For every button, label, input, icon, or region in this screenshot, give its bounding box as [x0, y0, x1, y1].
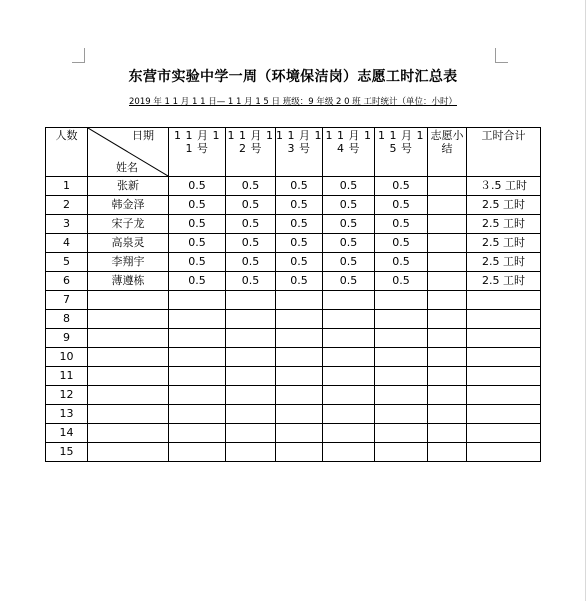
row-summary — [428, 367, 467, 386]
row-hours-day-3: 0.5 — [276, 234, 323, 253]
row-index: 4 — [46, 234, 88, 253]
table-row — [46, 272, 541, 291]
row-hours-day-1: 0.5 — [169, 215, 226, 234]
table-row — [46, 329, 541, 348]
volunteer-hours-table — [45, 127, 541, 462]
row-hours-day-4 — [323, 386, 375, 405]
row-index: 3 — [46, 215, 88, 234]
row-hours-day-3: 0.5 — [276, 215, 323, 234]
row-hours-day-3 — [276, 329, 323, 348]
table-body — [46, 177, 541, 462]
table-row — [46, 405, 541, 424]
row-hours-day-2: 0.5 — [226, 253, 276, 272]
row-total — [467, 443, 541, 462]
row-index: 10 — [46, 348, 88, 367]
row-index: 15 — [46, 443, 88, 462]
header-date-1: 1 1 月 1 1 号 — [169, 128, 226, 177]
header-diagonal-cell — [88, 128, 169, 177]
table-row — [46, 367, 541, 386]
row-index: 5 — [46, 253, 88, 272]
row-name — [88, 291, 169, 310]
row-hours-day-5 — [375, 367, 428, 386]
header-name-label: 姓名 — [116, 161, 138, 175]
row-hours-day-5: 0.5 — [375, 177, 428, 196]
row-hours-day-2 — [226, 386, 276, 405]
row-hours-day-2 — [226, 424, 276, 443]
row-summary — [428, 348, 467, 367]
row-total — [467, 386, 541, 405]
table-row — [46, 253, 541, 272]
row-total — [467, 329, 541, 348]
row-total — [467, 405, 541, 424]
document-title: 东营市实验中学一周（环境保洁岗）志愿工时汇总表 — [128, 69, 458, 85]
row-index: 6 — [46, 272, 88, 291]
table-row — [46, 443, 541, 462]
header-total: 工时合计 — [467, 128, 541, 177]
header-date-3: 1 1 月 1 3 号 — [276, 128, 323, 177]
table-row — [46, 291, 541, 310]
row-hours-day-3 — [276, 310, 323, 329]
row-hours-day-1 — [169, 443, 226, 462]
row-hours-day-1 — [169, 329, 226, 348]
row-hours-day-4 — [323, 424, 375, 443]
row-hours-day-1: 0.5 — [169, 196, 226, 215]
row-hours-day-5: 0.5 — [375, 253, 428, 272]
row-hours-day-2 — [226, 348, 276, 367]
row-total: 2.5 工时 — [467, 272, 541, 291]
row-hours-day-1: 0.5 — [169, 177, 226, 196]
header-index: 人数 — [46, 128, 88, 177]
row-hours-day-2 — [226, 367, 276, 386]
row-hours-day-4 — [323, 443, 375, 462]
row-hours-day-5 — [375, 310, 428, 329]
row-summary — [428, 386, 467, 405]
row-total — [467, 310, 541, 329]
row-summary — [428, 291, 467, 310]
row-index: 12 — [46, 386, 88, 405]
row-name: 李翔宇 — [88, 253, 169, 272]
table-row — [46, 424, 541, 443]
row-total — [467, 291, 541, 310]
row-name: 张新 — [88, 177, 169, 196]
row-summary — [428, 310, 467, 329]
header-date-4: 1 1 月 1 4 号 — [323, 128, 375, 177]
row-name: 韩金泽 — [88, 196, 169, 215]
row-summary — [428, 215, 467, 234]
row-summary — [428, 234, 467, 253]
row-hours-day-3 — [276, 291, 323, 310]
row-index: 7 — [46, 291, 88, 310]
row-hours-day-2: 0.5 — [226, 215, 276, 234]
row-summary — [428, 272, 467, 291]
row-hours-day-5: 0.5 — [375, 196, 428, 215]
row-hours-day-5 — [375, 405, 428, 424]
table-row — [46, 234, 541, 253]
row-index: 11 — [46, 367, 88, 386]
row-hours-day-4: 0.5 — [323, 177, 375, 196]
row-total — [467, 348, 541, 367]
row-summary — [428, 329, 467, 348]
row-hours-day-4: 0.5 — [323, 234, 375, 253]
row-name — [88, 329, 169, 348]
row-hours-day-5: 0.5 — [375, 272, 428, 291]
row-hours-day-2: 0.5 — [226, 234, 276, 253]
row-hours-day-3: 0.5 — [276, 272, 323, 291]
row-hours-day-1: 0.5 — [169, 234, 226, 253]
row-total: 2.5 工时 — [467, 196, 541, 215]
row-summary — [428, 177, 467, 196]
row-hours-day-4 — [323, 348, 375, 367]
row-hours-day-3: 0.5 — [276, 253, 323, 272]
row-hours-day-4 — [323, 405, 375, 424]
table-row — [46, 348, 541, 367]
table-row — [46, 177, 541, 196]
row-total: 2.5 工时 — [467, 253, 541, 272]
row-name — [88, 424, 169, 443]
row-total — [467, 367, 541, 386]
row-hours-day-2: 0.5 — [226, 272, 276, 291]
row-hours-day-3 — [276, 367, 323, 386]
row-hours-day-1: 0.5 — [169, 253, 226, 272]
row-name: 薄遵栋 — [88, 272, 169, 291]
row-hours-day-4: 0.5 — [323, 272, 375, 291]
row-total — [467, 424, 541, 443]
row-hours-day-2: 0.5 — [226, 196, 276, 215]
row-hours-day-5 — [375, 443, 428, 462]
row-hours-day-1 — [169, 367, 226, 386]
row-hours-day-5 — [375, 329, 428, 348]
row-hours-day-3 — [276, 348, 323, 367]
row-hours-day-4: 0.5 — [323, 215, 375, 234]
crop-mark-top-left — [72, 48, 85, 63]
row-name — [88, 443, 169, 462]
row-hours-day-5 — [375, 348, 428, 367]
row-hours-day-1 — [169, 310, 226, 329]
row-hours-day-4: 0.5 — [323, 196, 375, 215]
row-hours-day-4: 0.5 — [323, 253, 375, 272]
row-index: 2 — [46, 196, 88, 215]
row-hours-day-1 — [169, 291, 226, 310]
table-row — [46, 386, 541, 405]
row-name — [88, 310, 169, 329]
row-hours-day-3 — [276, 386, 323, 405]
row-index: 9 — [46, 329, 88, 348]
row-hours-day-4 — [323, 367, 375, 386]
row-hours-day-2 — [226, 405, 276, 424]
header-date-5: 1 1 月 1 5 号 — [375, 128, 428, 177]
row-index: 1 — [46, 177, 88, 196]
row-name: 宋子龙 — [88, 215, 169, 234]
row-hours-day-3: 0.5 — [276, 177, 323, 196]
subtitle-text: 2019 年 1 1 月 1 1 日— 1 1 月 1 5 日 班级：9 年级 2 0 班 工时统计（单位：小时） — [129, 97, 457, 107]
header-date-2: 1 1 月 1 2 号 — [226, 128, 276, 177]
row-hours-day-1 — [169, 386, 226, 405]
row-index: 8 — [46, 310, 88, 329]
row-hours-day-3 — [276, 405, 323, 424]
row-hours-day-4 — [323, 310, 375, 329]
row-hours-day-1 — [169, 424, 226, 443]
header-date-label: 日期 — [132, 129, 154, 142]
row-summary — [428, 253, 467, 272]
crop-mark-top-right — [495, 48, 508, 63]
row-hours-day-4 — [323, 291, 375, 310]
row-hours-day-2 — [226, 329, 276, 348]
row-name — [88, 348, 169, 367]
row-hours-day-1 — [169, 348, 226, 367]
row-summary — [428, 196, 467, 215]
row-hours-day-1: 0.5 — [169, 272, 226, 291]
row-summary — [428, 424, 467, 443]
row-name: 高泉灵 — [88, 234, 169, 253]
header-row — [46, 128, 541, 177]
row-hours-day-2 — [226, 291, 276, 310]
row-name — [88, 386, 169, 405]
row-hours-day-2 — [226, 310, 276, 329]
header-summary: 志愿小结 — [428, 128, 467, 177]
row-hours-day-5: 0.5 — [375, 215, 428, 234]
row-total: 2.5 工时 — [467, 234, 541, 253]
row-hours-day-5: 0.5 — [375, 234, 428, 253]
row-hours-day-3: 0.5 — [276, 196, 323, 215]
table-row — [46, 196, 541, 215]
row-hours-day-3 — [276, 443, 323, 462]
document-subtitle — [0, 95, 586, 107]
row-index: 14 — [46, 424, 88, 443]
table-row — [46, 310, 541, 329]
row-hours-day-3 — [276, 424, 323, 443]
row-hours-day-1 — [169, 405, 226, 424]
row-total: 2.5 工时 — [467, 215, 541, 234]
row-hours-day-5 — [375, 424, 428, 443]
row-index: 13 — [46, 405, 88, 424]
row-hours-day-5 — [375, 291, 428, 310]
row-summary — [428, 405, 467, 424]
row-hours-day-2: 0.5 — [226, 177, 276, 196]
row-hours-day-5 — [375, 386, 428, 405]
row-name — [88, 367, 169, 386]
row-hours-day-2 — [226, 443, 276, 462]
row-summary — [428, 443, 467, 462]
row-name — [88, 405, 169, 424]
row-hours-day-4 — [323, 329, 375, 348]
row-total: ３.5 工时 — [467, 177, 541, 196]
table-row — [46, 215, 541, 234]
